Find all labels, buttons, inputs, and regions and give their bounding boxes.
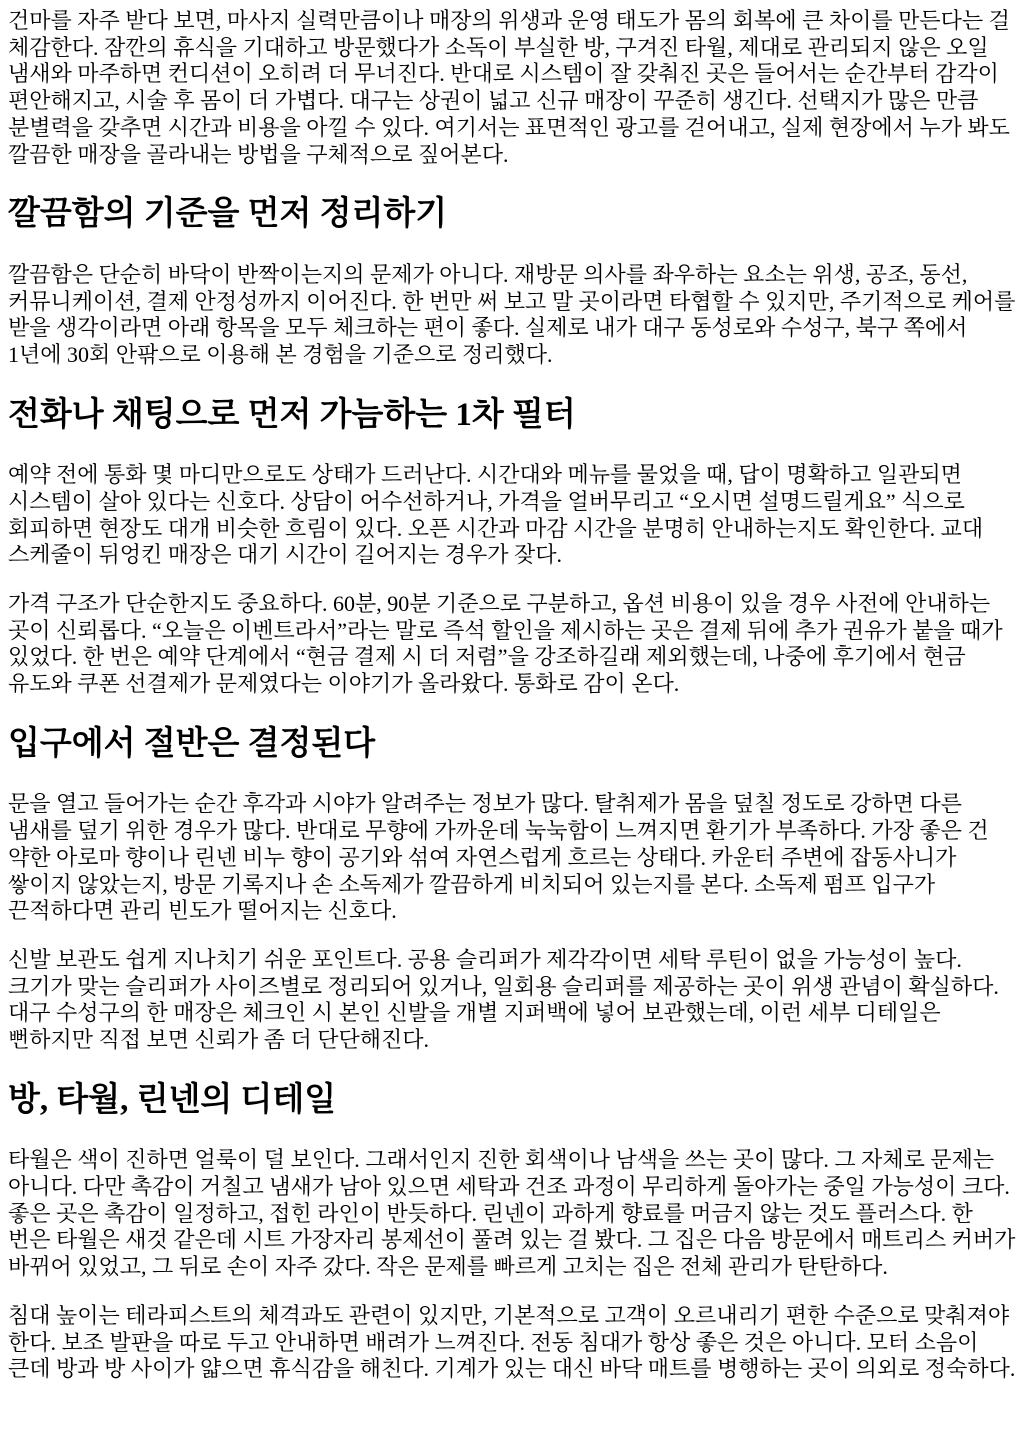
article-body [8, 8, 1016, 1383]
paragraph-cleanliness-criteria: 깔끔함은 단순히 바닥이 반짝이는지의 문제가 아니다. 재방문 의사를 좌우하는 요소는 위생, 공조, 동선, 커뮤니케이션, 결제 안정성까지 이어진다. 한 번만 써 보고 말 곳이라면 타협할 수 있지만, 주기적으로 케어를 받을 생각이라면 아래 항목을 모두 체크하는 편이 좋다. 실제로 내가 대구 동성로와 수성구, 북구 쪽에서 1년에 30회 안팎으로 이용해 본 경험을 기준으로 정리했다. [8, 261, 1016, 367]
paragraph-entrance-smell-sight: 문을 열고 들어가는 순간 후각과 시야가 알려주는 정보가 많다. 탈취제가 몸을 덮칠 정도로 강하면 다른 냄새를 덮기 위한 경우가 많다. 반대로 무향에 가까운데 눅눅함이 느껴지면 환기가 부족하다. 가장 좋은 건 약한 아로마 향이나 린넨 비누 향이 공기와 섞여 자연스럽게 흐르는 상태다. 카운터 주변에 잡동사니가 쌓이지 않았는지, 방문 기록지나 손 소독제가 깔끔하게 비치되어 있는지를 본다. 소독제 펌프 입구가 끈적하다면 관리 빈도가 떨어지는 신호다. [8, 791, 989, 924]
section-heading-cleanliness-criteria: 깔끔함의 기준을 먼저 정리하기 [8, 196, 448, 233]
paragraph-bed-height: 침대 높이는 테라피스트의 체격과도 관련이 있지만, 기본적으로 고객이 오르내리기 편한 수준으로 맞춰져야 한다. 보조 발판을 따로 두고 안내하면 배려가 느껴진다. 전동 침대가 항상 좋은 것은 아니다. 모터 소음이 큰데 방과 방 사이가 얇으면 휴식감을 해친다. 기계가 있는 대신 바닥 매트를 병행하는 곳이 의외로 정숙하다. [8, 1302, 1016, 1382]
paragraph-shoe-storage: 신발 보관도 쉽게 지나치기 쉬운 포인트다. 공용 슬리퍼가 제각각이면 세탁 루틴이 없을 가능성이 높다. 크기가 맞는 슬리퍼가 사이즈별로 정리되어 있거나, 일회용 슬리퍼를 제공하는 곳이 위생 관념이 확실하다. 대구 수성구의 한 매장은 체크인 시 본인 신발을 개별 지퍼백에 넣어 보관했는데, 이런 세부 디테일은 뻔하지만 직접 보면 신뢰가 좀 더 단단해진다. [8, 946, 999, 1053]
paragraph-towel-linen-detail: 타월은 색이 진하면 얼룩이 덜 보인다. 그래서인지 진한 회색이나 남색을 쓰는 곳이 많다. 그 자체로 문제는 아니다. 다만 촉감이 거칠고 냄새가 남아 있으면 세탁과 건조 과정이 무리하게 돌아가는 중일 가능성이 크다. 좋은 곳은 촉감이 일정하고, 접힌 라인이 반듯하다. 린넨이 과하게 향료를 머금지 않는 것도 플러스다. 한 번은 타월은 새것 같은데 시트 가장자리 봉제선이 풀려 있는 걸 봤다. 그 집은 다음 방문에서 매트리스 커버가 바뀌어 있었고, 그 뒤로 손이 자주 갔다. 작은 문제를 빠르게 고치는 집은 전체 관리가 탄탄하다. [8, 1147, 1016, 1280]
intro-paragraph: 건마를 자주 받다 보면, 마사지 실력만큼이나 매장의 위생과 운영 태도가 몸의 회복에 큰 차이를 만든다는 걸 체감한다. 잠깐의 휴식을 기대하고 방문했다가 소독이 부실한 방, 구겨진 타월, 제대로 관리되지 않은 오일 냄새와 마주하면 컨디션이 오히려 더 무너진다. 반대로 시스템이 잘 갖춰진 곳은 들어서는 순간부터 감각이 편안해지고, 시술 후 몸이 더 가볍다. 대구는 상권이 넓고 신규 매장이 꾸준히 생긴다. 선택지가 많은 만큼 분별력을 갖추면 시간과 비용을 아낄 수 있다. 여기서는 표면적인 광고를 걷어내고, 실제 현장에서 누가 봐도 깔끔한 매장을 골라내는 방법을 구체적으로 짚어본다. [8, 8, 1010, 167]
section-heading-phone-chat-filter: 전화나 채팅으로 먼저 가늠하는 1차 필터 [8, 396, 576, 433]
paragraph-price-structure: 가격 구조가 단순한지도 중요하다. 60분, 90분 기준으로 구분하고, 옵션 비용이 있을 경우 사전에 안내하는 곳이 신뢰롭다. “오늘은 이벤트라서”라는 말로 즉석 할인을 제시하는 곳은 결제 뒤에 추가 권유가 붙을 때가 있었다. 한 번은 예약 단계에서 “현금 결제 시 더 저렴”을 강조하길래 제외했는데, 나중에 후기에서 현금 유도와 쿠폰 선결제가 문제였다는 이야기가 올라왔다. 통화로 감이 온다. [8, 591, 1003, 697]
paragraph-phone-signals: 예약 전에 통화 몇 마디만으로도 상태가 드러난다. 시간대와 메뉴를 물었을 때, 답이 명확하고 일관되면 시스템이 살아 있다는 신호다. 상담이 어수선하거나, 가격을 얼버무리고 “오시면 설명드릴게요” 식으로 회피하면 현장도 대개 비슷한 흐림이 있다. 오픈 시간과 마감 시간을 분명히 안내하는지도 확인한다. 교대 스케줄이 뒤엉킨 매장은 대기 시간이 길어지는 경우가 잦다. [8, 462, 984, 568]
section-heading-room-towel-linen: 방, 타월, 린넨의 디테일 [8, 1081, 337, 1118]
section-heading-entrance-decides: 입구에서 절반은 결정된다 [8, 725, 376, 762]
